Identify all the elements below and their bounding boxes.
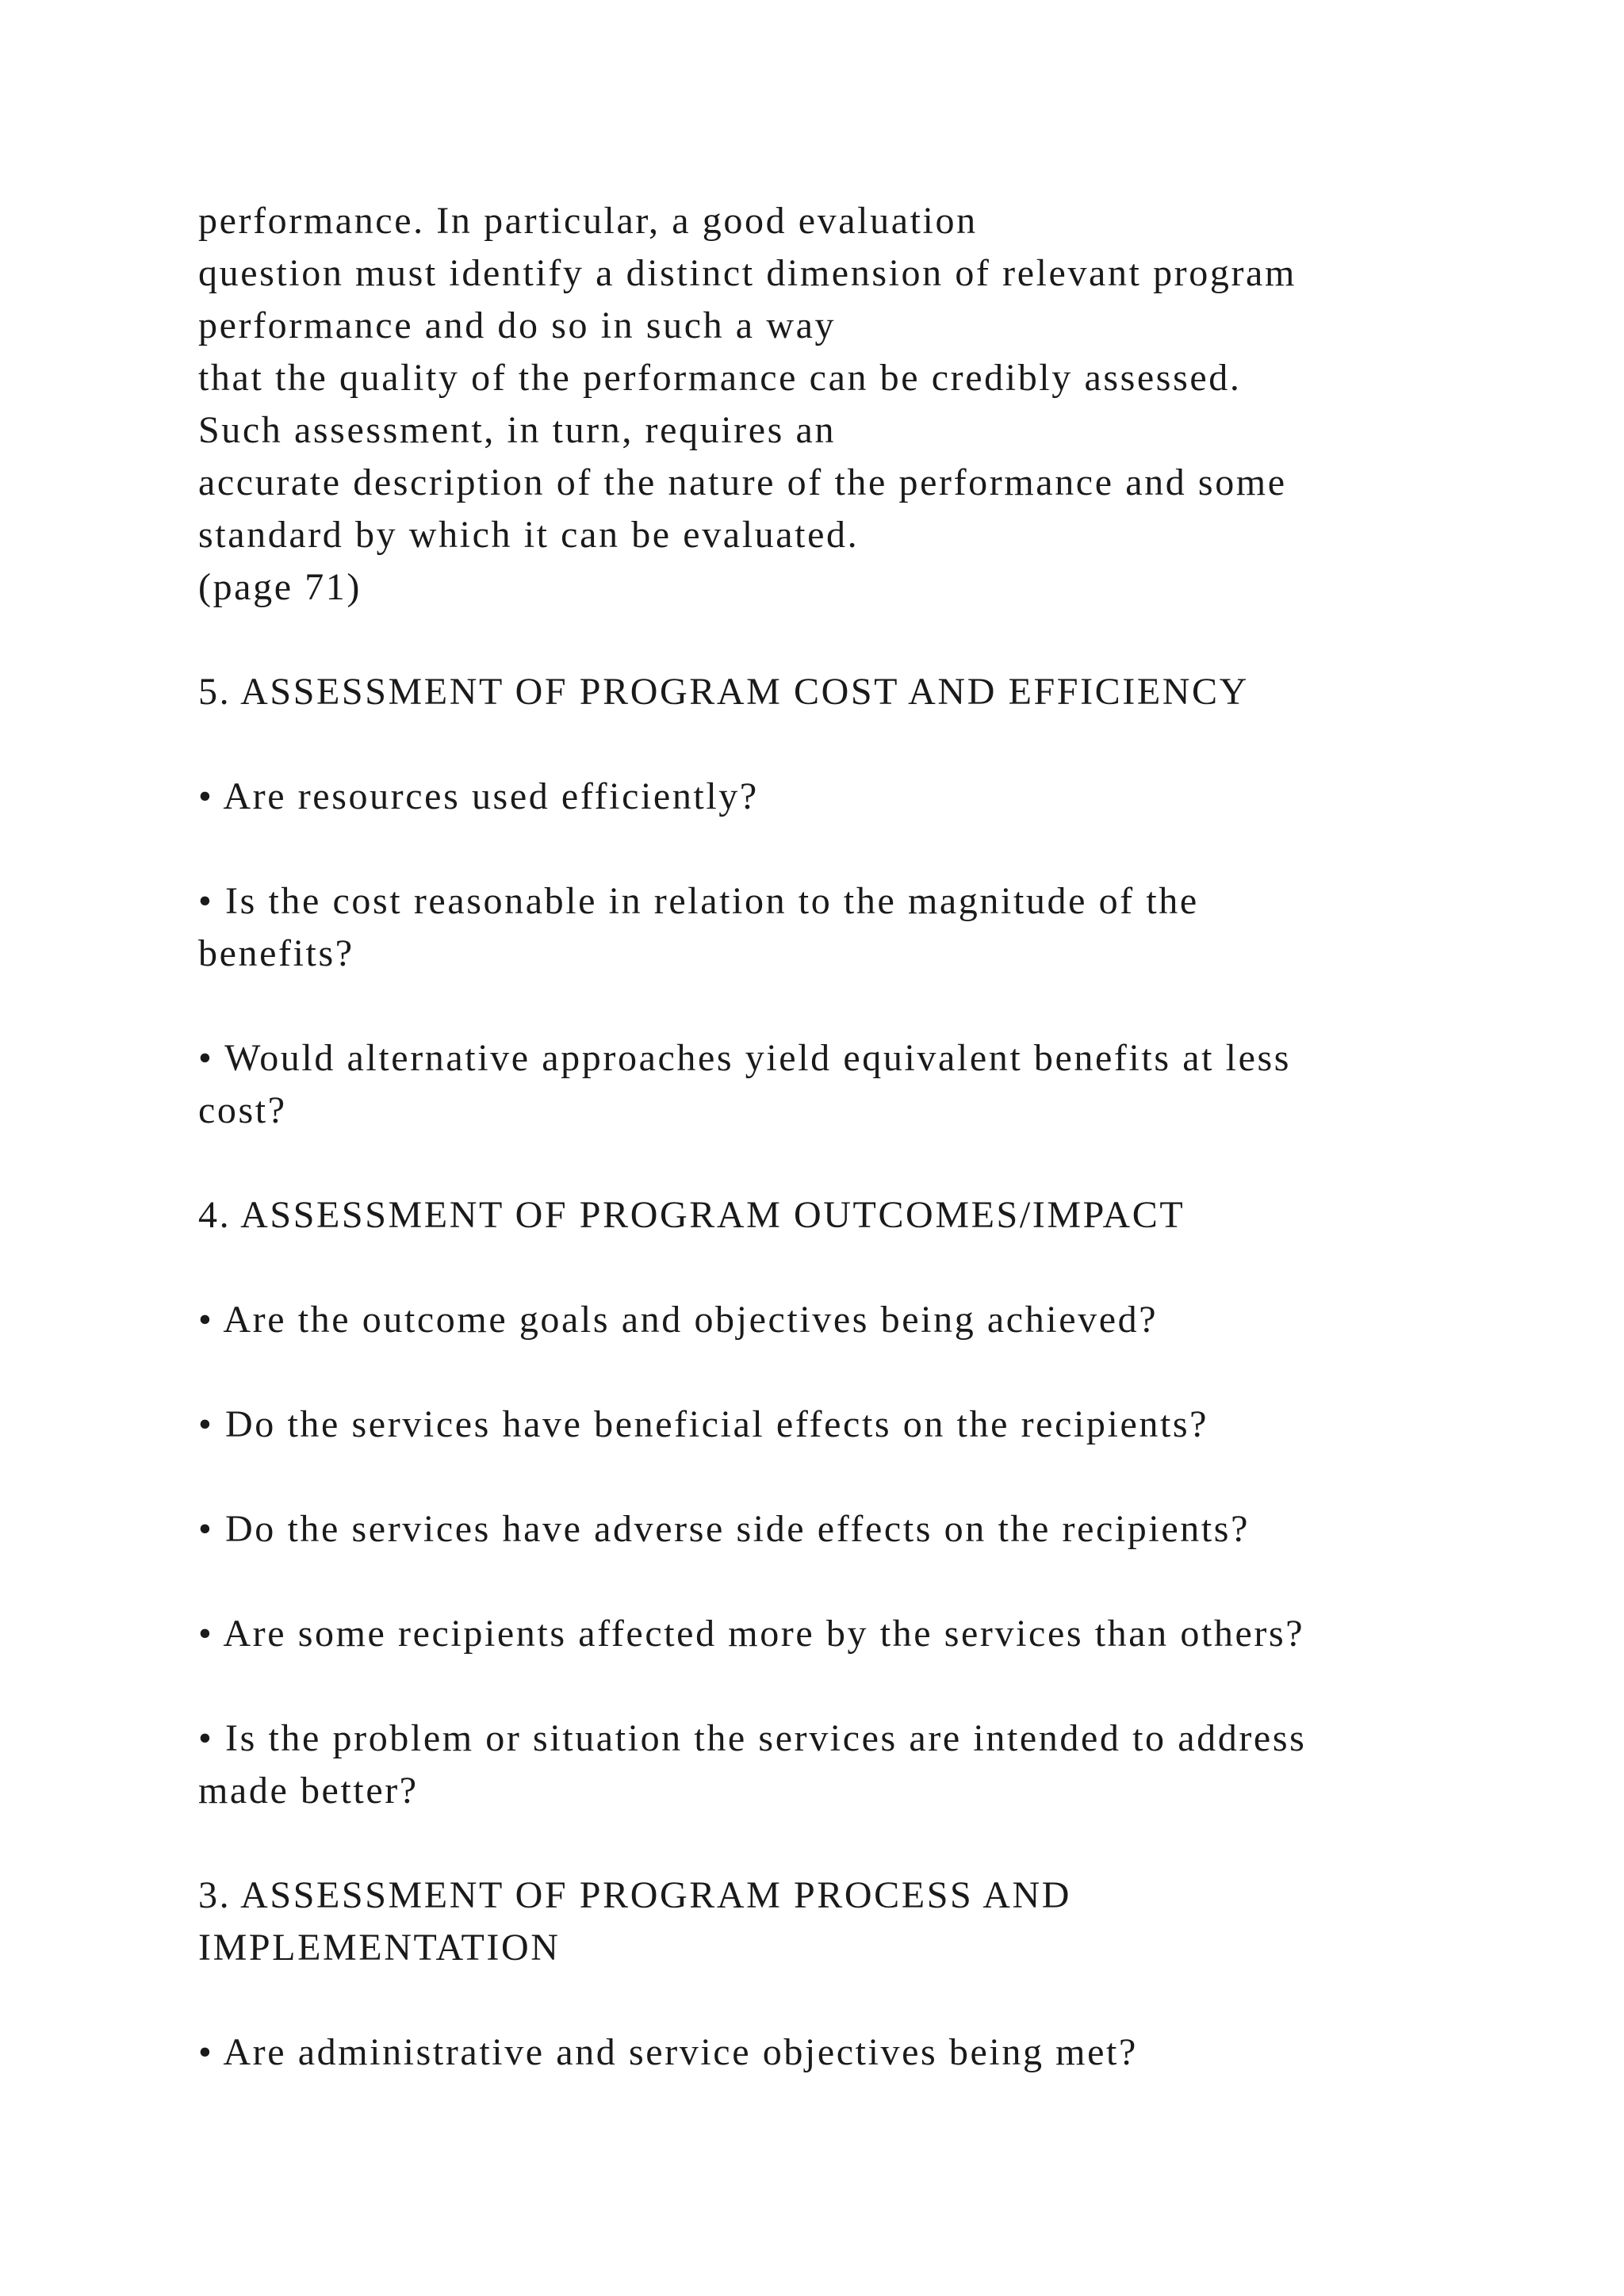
bullet-line: • Do the services have beneficial effects on the recipients? bbox=[198, 1403, 1209, 1445]
list-item bbox=[198, 1503, 1507, 1556]
section-4 bbox=[198, 1189, 1507, 1817]
bullet-line: • Are resources used efficiently? bbox=[198, 775, 759, 817]
blank-line bbox=[198, 1451, 1507, 1503]
bullet-line: • Are administrative and service objectives being met? bbox=[198, 2031, 1138, 2073]
paragraph-line: standard by which it can be evaluated. bbox=[198, 514, 860, 556]
bullet-line: • Do the services have adverse side effects on the recipients? bbox=[198, 1508, 1250, 1550]
blank-line bbox=[198, 1242, 1507, 1294]
paragraph-line: question must identify a distinct dimension of relevant program bbox=[198, 252, 1297, 294]
section-5 bbox=[198, 666, 1507, 1137]
list-item bbox=[198, 875, 1507, 980]
blank-line bbox=[198, 1817, 1507, 1869]
section-heading: 3. ASSESSMENT OF PROGRAM PROCESS AND bbox=[198, 1874, 1072, 1916]
list-item bbox=[198, 1294, 1507, 1346]
blank-line bbox=[198, 1346, 1507, 1399]
blank-line bbox=[198, 980, 1507, 1032]
section-heading: IMPLEMENTATION bbox=[198, 1927, 561, 1969]
bullet-line: • Is the problem or situation the services are intended to address bbox=[198, 1717, 1307, 1759]
intro-paragraph bbox=[198, 195, 1507, 614]
section-3 bbox=[198, 1869, 1507, 2079]
list-item bbox=[198, 1712, 1507, 1817]
blank-line bbox=[198, 614, 1507, 666]
bullet-line: • Are the outcome goals and objectives being achieved? bbox=[198, 1299, 1159, 1341]
blank-line bbox=[198, 718, 1507, 771]
blank-line bbox=[198, 823, 1507, 875]
list-item bbox=[198, 1608, 1507, 1660]
paragraph-line: performance. In particular, a good evaluation bbox=[198, 200, 978, 242]
list-item bbox=[198, 2026, 1507, 2079]
list-item bbox=[198, 1032, 1507, 1137]
bullet-line: cost? bbox=[198, 1089, 287, 1131]
bullet-line: • Are some recipients affected more by the services than others? bbox=[198, 1613, 1305, 1655]
paragraph-line: that the quality of the performance can be credibly assessed. bbox=[198, 357, 1242, 399]
paragraph-line: performance and do so in such a way bbox=[198, 304, 837, 346]
bullet-line: • Would alternative approaches yield equivalent benefits at less bbox=[198, 1037, 1292, 1079]
blank-line bbox=[198, 1660, 1507, 1712]
blank-line bbox=[198, 1137, 1507, 1189]
page-citation: (page 71) bbox=[198, 566, 362, 608]
bullet-line: benefits? bbox=[198, 932, 354, 974]
bullet-line: • Is the cost reasonable in relation to the magnitude of the bbox=[198, 880, 1199, 922]
blank-line bbox=[198, 1974, 1507, 2026]
list-item bbox=[198, 771, 1507, 823]
section-heading: 5. ASSESSMENT OF PROGRAM COST AND EFFICIENCY bbox=[198, 671, 1249, 713]
document-body bbox=[198, 195, 1507, 2079]
paragraph-line: Such assessment, in turn, requires an bbox=[198, 409, 837, 451]
bullet-line: made better? bbox=[198, 1770, 419, 1812]
section-heading: 4. ASSESSMENT OF PROGRAM OUTCOMES/IMPACT bbox=[198, 1194, 1185, 1236]
paragraph-line: accurate description of the nature of the performance and some bbox=[198, 461, 1287, 503]
list-item bbox=[198, 1399, 1507, 1451]
blank-line bbox=[198, 1556, 1507, 1608]
